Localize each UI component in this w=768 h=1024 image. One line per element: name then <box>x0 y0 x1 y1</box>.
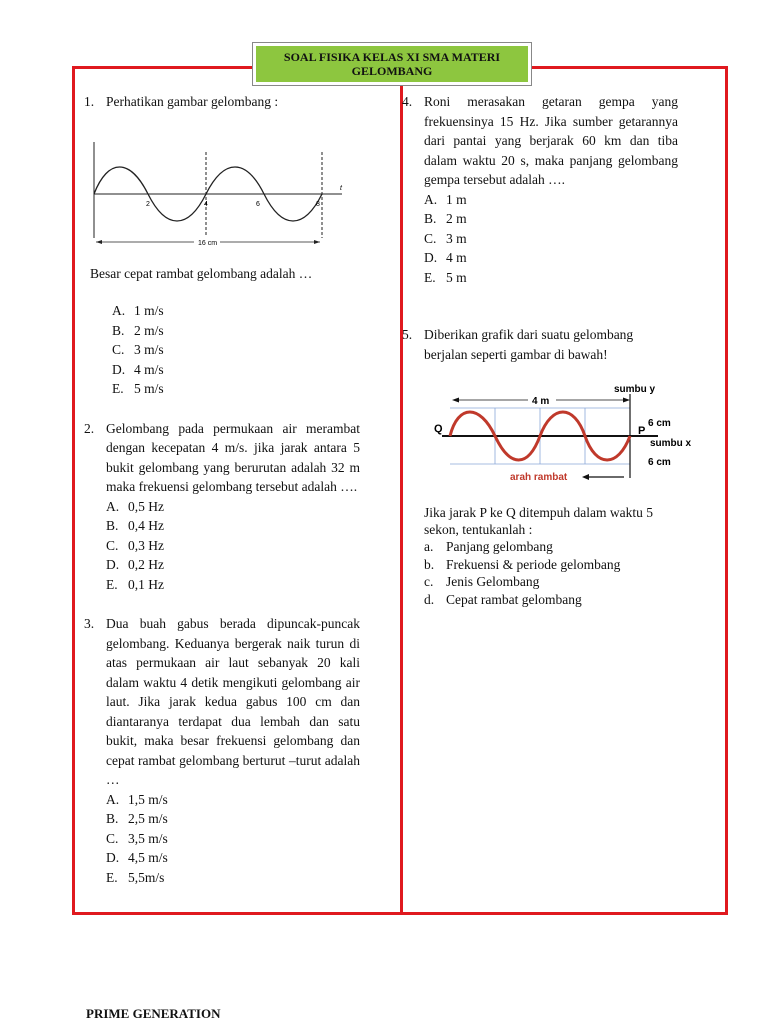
tick-label: 6 <box>256 200 260 208</box>
question-number: 1. <box>84 94 95 109</box>
tick-label: 4 <box>204 200 208 208</box>
title-box <box>252 42 532 86</box>
option[interactable]: C. 3,5 m/s <box>106 830 168 846</box>
question-text: Gelombang pada permukaan air merambat dengan kecepatan 4 m/s. jika jarak antara 5 bukit gelombang yang berurutan adalah 32 m maka frekuensi gelombang tersebut adalah …. <box>106 420 360 494</box>
question-text: Diberikan grafik dari suatu gelombang berjalan seperti gambar di bawah! <box>424 327 634 362</box>
option[interactable]: C. 3 m <box>424 230 467 246</box>
title-line-1: SOAL FISIKA KELAS XI SMA MATERI <box>283 50 501 64</box>
options-4 <box>424 190 678 288</box>
option[interactable]: D. 4,5 m/s <box>106 850 168 865</box>
option[interactable]: E. 0,1 Hz <box>106 576 164 592</box>
question-3 <box>84 614 364 887</box>
length-label: 16 cm <box>198 239 218 247</box>
question-text: Roni merasakan getaran gempa yang frekuensinya 15 Hz. Jika sumber getarannya dari pantai yang berjarak 60 km dan tiba dalam waktu 20 s, maka panjang gelombang gempa tersebut adalah …. <box>424 94 678 187</box>
page-title <box>256 46 528 82</box>
option[interactable]: a. Panjang gelombang <box>424 539 553 554</box>
axis-label: t <box>340 184 342 192</box>
footer-text: PRIME GENERATION <box>86 1006 221 1021</box>
option[interactable]: D. 0,2 Hz <box>106 557 164 572</box>
option[interactable]: B. 0,4 Hz <box>106 518 164 533</box>
options-3 <box>106 790 364 888</box>
options-2 <box>106 497 364 595</box>
question-text: Dua buah gabus berada dipuncak-puncak gelombang. Keduanya bergerak naik turun di atas permukaan air laut sebanyak 20 kali dalam waktu 4 detik mengikuti gelombang air laut. Jika jarak kedua gabus 100 cm dan diantaranya terdapat dua lembah dan satu bukit, maka besar frekuensi gelombang dan cepat rambat gelombang berturut –turut adalah … <box>106 616 360 787</box>
direction-arrow-head <box>582 474 589 480</box>
left-column <box>84 92 364 887</box>
question-number: 4. <box>402 94 413 109</box>
amplitude-top: 6 cm <box>648 418 671 429</box>
question-number: 3. <box>84 616 95 631</box>
question-prompt: Besar cepat rambat gelombang adalah … <box>90 265 313 281</box>
question-number: 5. <box>402 327 413 342</box>
right-column <box>402 92 692 608</box>
question-2 <box>84 419 364 595</box>
option[interactable]: d. Cepat rambat gelombang <box>424 591 582 607</box>
option[interactable]: E. 5,5m/s <box>106 869 165 885</box>
options-5 <box>424 538 678 608</box>
option[interactable]: B. 2,5 m/s <box>106 811 168 826</box>
wave-figure-1 <box>90 138 360 248</box>
option[interactable]: D. 4 m/s <box>112 361 164 377</box>
option[interactable]: A. 1,5 m/s <box>106 791 168 807</box>
option[interactable]: B. 2 m <box>424 211 467 226</box>
option[interactable]: E. 5 m/s <box>112 381 164 396</box>
options-1 <box>112 301 364 399</box>
tick-label: 2 <box>146 200 150 208</box>
option[interactable]: C. 3 m/s <box>112 342 164 357</box>
option[interactable]: E. 5 m <box>424 269 467 285</box>
amplitude-bottom: 6 cm <box>648 457 671 468</box>
option[interactable]: D. 4 m <box>424 250 467 265</box>
question-5 <box>402 325 692 608</box>
option[interactable]: C. 0,3 Hz <box>106 537 164 553</box>
direction-label: arah rambat <box>510 472 568 483</box>
question-text: Perhatikan gambar gelombang : <box>106 94 279 109</box>
x-axis-label: sumbu x <box>650 438 692 449</box>
question-4 <box>402 92 678 287</box>
point-p: P <box>638 425 646 437</box>
point-q: Q <box>434 423 443 435</box>
option[interactable]: B. 2 m/s <box>112 322 164 338</box>
tick-label: 8 <box>316 200 320 208</box>
title-line-2: GELOMBANG <box>351 64 433 78</box>
length-label: 4 m <box>532 396 550 407</box>
y-axis-label: sumbu y <box>614 384 656 395</box>
option[interactable]: b. Frekuensi & periode gelombang <box>424 556 621 572</box>
question-1 <box>84 92 364 399</box>
option[interactable]: c. Jenis Gelombang <box>424 574 540 589</box>
option[interactable]: A. 0,5 Hz <box>106 498 164 514</box>
question-prompt: Jika jarak P ke Q ditempuh dalam waktu 5 sekon, tentukanlah : <box>424 505 653 537</box>
option[interactable]: A. 1 m <box>424 191 467 207</box>
wave-figure-5 <box>402 384 692 486</box>
option[interactable]: A. 1 m/s <box>112 303 164 318</box>
question-number: 2. <box>84 420 95 436</box>
